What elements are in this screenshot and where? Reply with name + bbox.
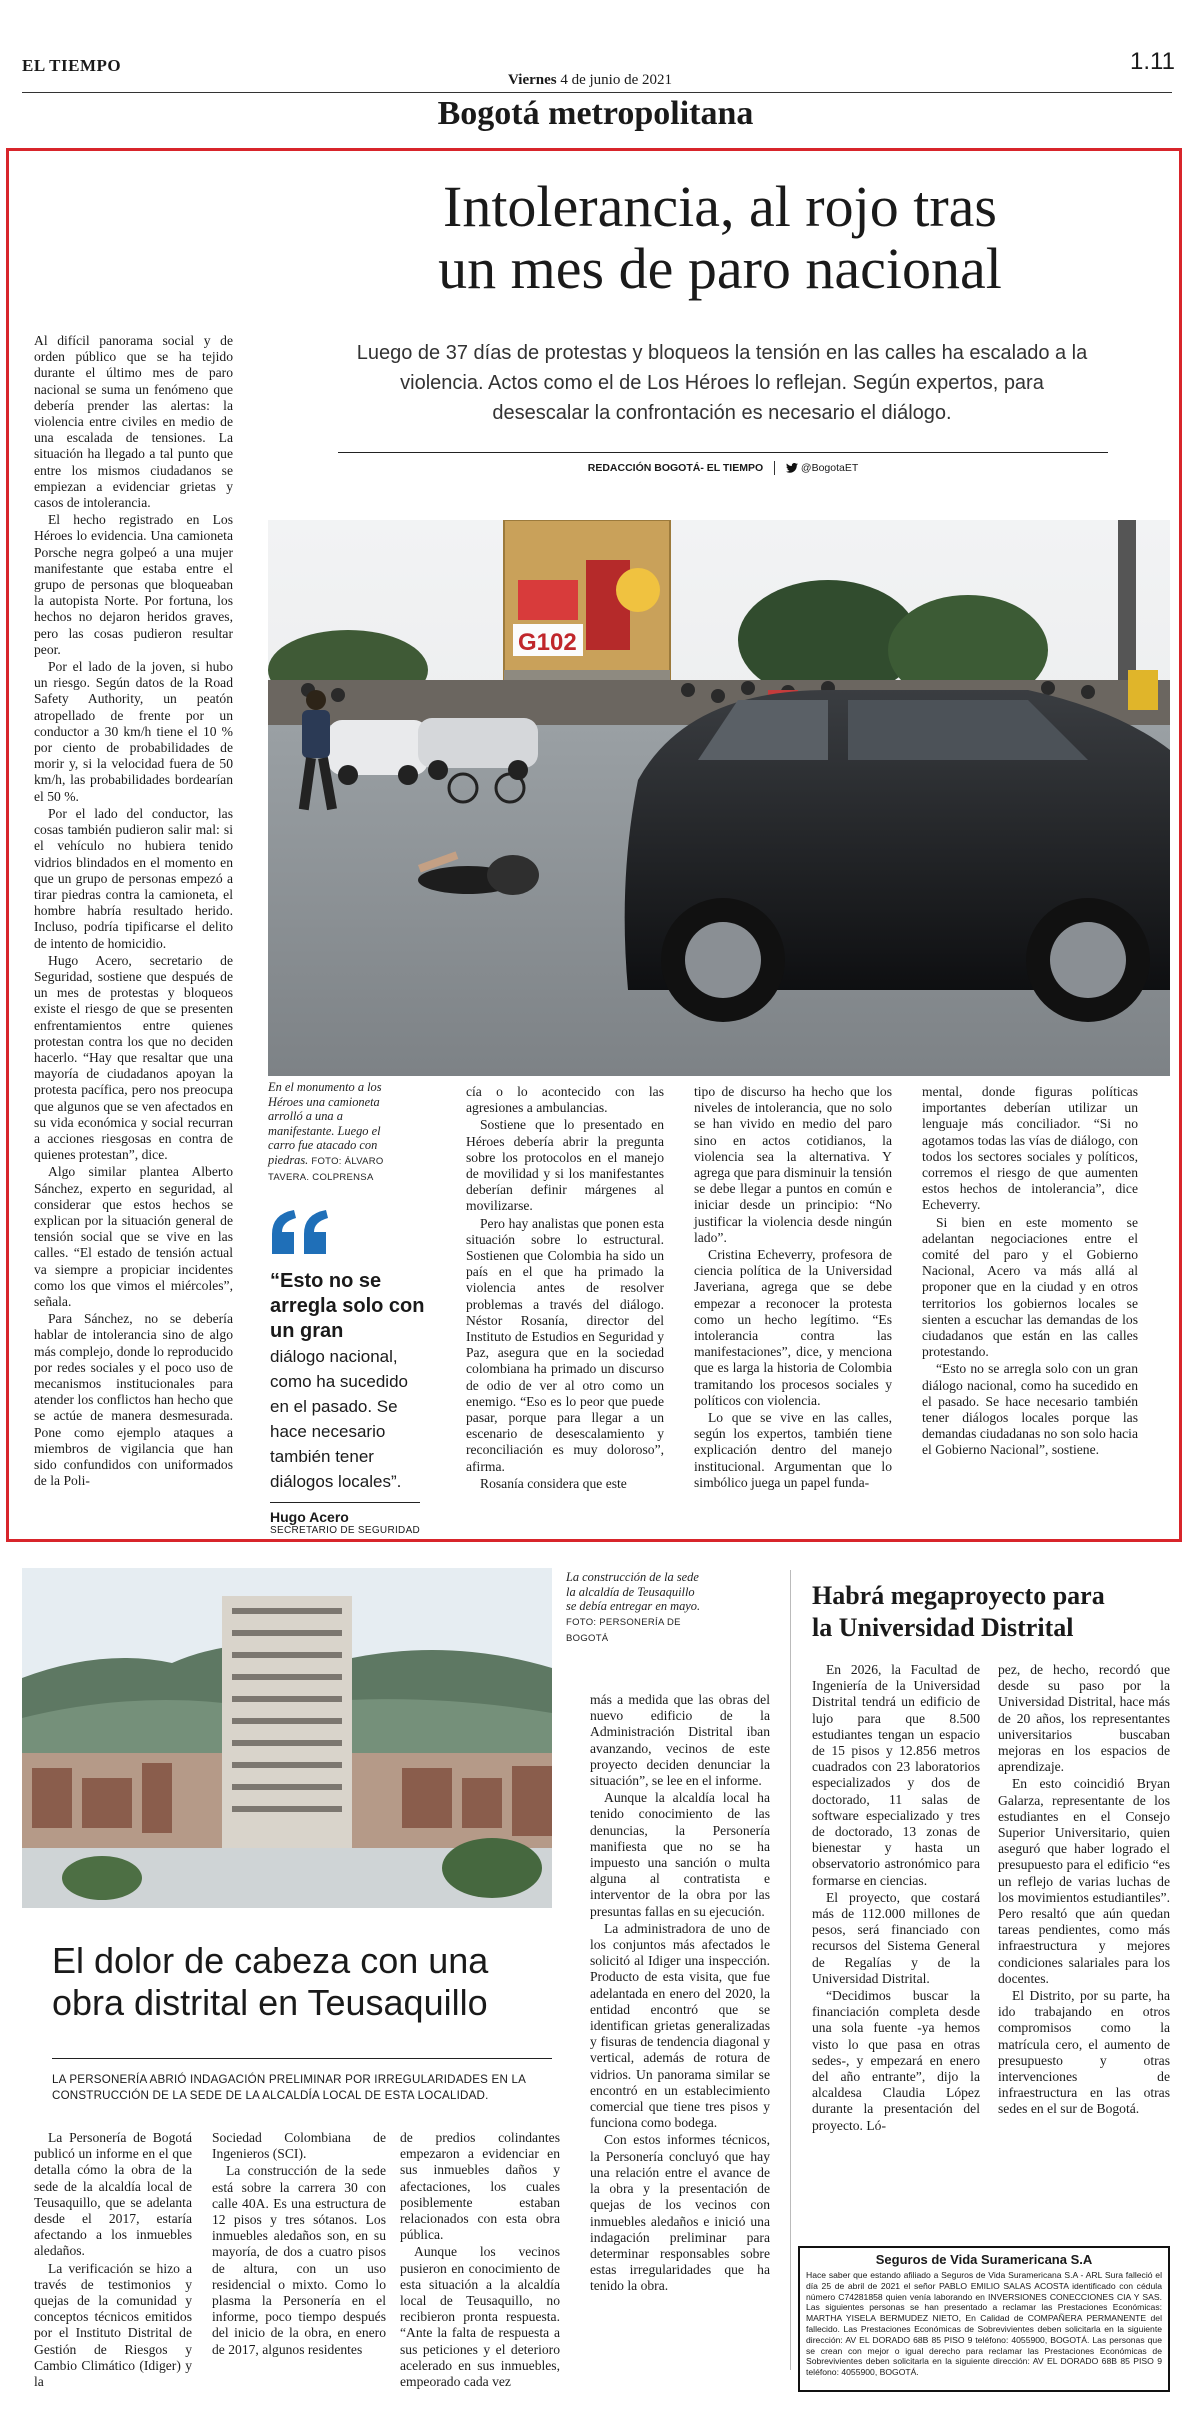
pull-quote-role: SECRETARIO DE SEGURIDAD bbox=[270, 1525, 421, 1536]
paragraph: Si bien en este momento se adelantan negociaciones entre el comité del paro y el Gobierno Nacional, Acero va más allá al proponer que en la ciudad y en otros territorios los gobiernos locales se sienten a escuchar las demandas de los ciudadanos que están en las calles protestando. bbox=[922, 1214, 1138, 1360]
twitter-handle[interactable]: @BogotaET bbox=[800, 462, 859, 474]
paragraph: El hecho registrado en Los Héroes lo evidencia. Una camioneta Porsche negra golpeó a una mujer manifestante que estaba entre el grupo de personas que bloqueaban la autopista Norte. Por fortuna, los hechos no dejaron heridos graves, pero las cosas pudieron resultar peor. bbox=[34, 512, 233, 657]
teusaquillo-headline-line2: obra distrital en Teusaquillo bbox=[52, 1982, 488, 2023]
teusaquillo-photo-caption bbox=[566, 1570, 706, 1647]
main-photo-credit: FOTO: ÁLVARO TAVERA. COLPRENSA bbox=[268, 1155, 384, 1183]
teusaquillo-kicker-rule bbox=[52, 2058, 552, 2059]
date-day: Viernes bbox=[508, 72, 557, 88]
paragraph: Para Sánchez, no se debería hablar de intolerancia sino de algo más complejo, donde lo reproducido por redes sociales y el poco uso de mecanismos institucionales para atender los conflictos han hecho que se actúe de manera desmesurada. Pone como ejemplo ataques a miembros de vigilancia que han sido confundidos con uniformados de la Poli- bbox=[34, 1311, 233, 1489]
byline-rule-top bbox=[338, 452, 1108, 453]
pull-quote-name: Hugo Acero bbox=[270, 1509, 349, 1525]
main-headline-line2: un mes de paro nacional bbox=[438, 236, 1002, 301]
paragraph: Lo que se vive en las calles, según los expertos, también tiene explicación dentro del manejo institucional. Argumentan que lo simbólico juega un papel funda- bbox=[694, 1410, 892, 1490]
date-line bbox=[508, 72, 672, 89]
university-headline-line1: Habrá megaproyecto para bbox=[812, 1581, 1105, 1610]
legal-notice bbox=[798, 2246, 1170, 2392]
main-col-4 bbox=[694, 1084, 892, 1492]
main-col-5 bbox=[922, 1084, 1138, 1460]
article3-divider bbox=[790, 1570, 791, 2370]
paragraph: tipo de discurso ha hecho que los niveles de intolerancia, que no solo se han vivido en medio del paro sino en actos cotidianos, la violencia sea la alternativa. Y agrega que para disminuir la tensión se debe llegar a puntos en común e iniciar desde un principio: “No justificar la violencia desde ningún lado”. bbox=[694, 1084, 892, 1245]
main-col-3 bbox=[466, 1084, 664, 1493]
paragraph: Al difícil panorama social y de orden público que se ha tejido durante el último mes de paro nacional se suma un fenómeno que debería prender las alertas: la violencia entre civiles en medio de una escalada de tensiones. La situación ha llegado a tal punto que entre los mismos ciudadanos se empiezan a evidenciar grietas y casos de intolerancia. bbox=[34, 333, 233, 511]
twitter-icon[interactable] bbox=[786, 462, 798, 474]
paragraph: La construcción de la sede está sobre la carrera 30 con calle 40A. Es una estructura de 12 pisos y tres sótanos. Los inmuebles aledaños son, en su mayoría, de dos a cuatro pisos de altura, con un uso residencial o mixto. Como lo plasma la Personería en el informe, poco tiempo después del inicio de la obra, en enero de 2017, algunos residentes bbox=[212, 2163, 386, 2357]
paragraph: Aunque los vecinos pusieron en conocimiento de esta situación a la alcaldía local de Teusaquillo, no recibieron pronta respuesta. “Ante la falta de respuesta a sus peticiones y el deterioro acelerado en sus inmuebles, empeorado cada vez bbox=[400, 2244, 560, 2390]
paragraph: Por el lado de la joven, si hubo un riesgo. Según datos de la Road Safety Authority, un peatón atropellado de frente por un conductor a 30 km/h tiene el 10 % por ciento de probabilidades de morir y, si la velocidad fuera de 50 km/h, las probabilidades bordearían el 50 %. bbox=[34, 659, 233, 804]
paragraph: Sociedad Colombiana de Ingenieros (SCI). bbox=[212, 2130, 386, 2162]
paragraph: La verificación se hizo a través de testimonios y quejas de la comunidad y conceptos técnicos emitidos por el Instituto Distrital de Gestión de Riesgos y Cambio Climático (Idiger) y la bbox=[34, 2260, 192, 2390]
paragraph: La administradora de uno de los conjuntos más afectados le solicitó al Idiger una inspección. Producto de esta visita, que fue adelantada en enero del 2020, la entidad encontró que se identifican grietas generalizadas y fisuras de tendencia diagonal y vertical, además de rotura de vidrios. Un panorama similar se encontró en un establecimiento comercial que tiene tres pisos y funciona como bodega. bbox=[590, 1920, 770, 2131]
paragraph: mental, donde figuras políticas importantes deberían utilizar un lenguaje más conciliador. “Si no agotamos todas las vías de diálogo, con todos los sectores sociales y políticos, corremos el riesgo de que aumenten estos hechos de intolerancia”, dice Echeverry. bbox=[922, 1084, 1138, 1213]
paragraph: pez, de hecho, recordó que desde su paso por la Universidad Distrital, hace más de 20 años, los representantes universitarios buscaban mejoras en los espacios de aprendizaje. bbox=[998, 1662, 1170, 1775]
paragraph: Por el lado del conductor, las cosas también pudieron salir mal: si el vehículo no hubiera tenido vidrios blindados en el momento en que un grupo de personas empezó a tirar piedras contra la camioneta, el hombre habría resultado herido. Incluso, podría tipificarse el delito de intento de homicidio. bbox=[34, 805, 233, 951]
brand-logo: EL TIEMPO bbox=[22, 56, 122, 75]
teusaquillo-photo bbox=[22, 1568, 552, 1908]
main-lede: Luego de 37 días de protestas y bloqueos la tensión en las calles ha escalado a la violencia. Actos como el de Los Héroes lo reflejan. Según expertos, para desescalar la confrontación es necesario el diálogo. bbox=[356, 342, 1088, 424]
paragraph: El Distrito, por su parte, ha ido trabajando en otros compromisos como la matrícula cero, el aumento de presupuesto y otras intervenciones de infraestructura en las otras sedes en el sur de Bogotá. bbox=[998, 1988, 1170, 2117]
graffiti-text: G102 bbox=[518, 629, 577, 656]
paragraph: Aunque la alcaldía local ha tenido conocimiento de las denuncias, la Personería manifiesta que no se ha impuesto una sanción o multa alguna al contratista e interventor de la obra por las presuntas fallas en su ejecución. bbox=[590, 1790, 770, 1919]
university-headline-line2: la Universidad Distrital bbox=[812, 1613, 1074, 1642]
paragraph: “Decidimos buscar la financiación completa desde una sola fuente -ya hemos visto lo que pasa en otras sedes-, y empezará en enero del año entrante”, dijo la alcaldesa Claudia López durante la presentación del proyecto. Ló- bbox=[812, 1988, 980, 2133]
date-rest: 4 de junio de 2021 bbox=[560, 72, 673, 88]
teusaquillo-col-4 bbox=[590, 1692, 770, 2296]
paragraph: En 2026, la Facultad de Ingeniería de la Universidad Distrital tendrá un edificio de lujo para que 8.500 estudiantes tengan un espacio de 15 pisos y 12.856 metros cuadrados con 23 laboratorios especializados y dos de doctorado, 11 salas de software especializado y tres de doctorado, 13 zonas de bienestar y hasta un observatorio astronómico para formarse en ciencias. bbox=[812, 1662, 980, 1888]
quote-mark-icon bbox=[270, 1210, 330, 1254]
paragraph: Sostiene que lo presentado en Héroes debería abrir la pregunta sobre los protocolos en el manejo de movilidad y si los manifestantes deberían definir márgenes al movilizarse. bbox=[466, 1117, 664, 1214]
university-headline bbox=[812, 1580, 1182, 1644]
paragraph: Pero hay analistas que ponen esta situación sobre lo estructural. Sostienen que Colombia ha sido un país en el que ha primado la violencia antes de resolver problemas a través del diálogo. Néstor Rosanía, director del Instituto de Estudios en Seguridad y Paz, asegura que en la sociedad colombiana ha primado un discurso de odio de ver al otro como un enemigo. “Eso es lo peor que puede pasar, porque para llegar a un escenario de desescalamiento y reconciliación es muy doloroso”, afirma. bbox=[466, 1215, 664, 1474]
paragraph: de predios colindantes empezaron a evidenciar en sus inmuebles daños y afectaciones, los cuales posiblemente estaban relacionados con esta obra pública. bbox=[400, 2130, 560, 2243]
byline-row bbox=[338, 456, 1108, 480]
main-photo-caption bbox=[268, 1080, 408, 1186]
paragraph: Algo similar plantea Alberto Sánchez, experto en seguridad, al considerar que estos hechos se explican por la situación general de tensión social que se vive en las calles. “El estado de tensión actual va siempre a propiciar incidentes como los que vimos el miércoles”, señala. bbox=[34, 1164, 233, 1309]
paragraph: Hugo Acero, secretario de Seguridad, sostiene que después de un mes de protestas y bloqueos existe el riesgo de que se presenten enfrentamientos entre quienes protestan contra los que no deciden hacerlo. “Hay que resaltar que una mayoría de ciudadanos apoyan la protesta pacífica, pero nos preocupa que algunos que se ven afectados en su vida económica y social recurran a acciones riesgosas en contra de quienes protestan”, dice. bbox=[34, 952, 233, 1163]
paragraph: Con estos informes técnicos, la Personería concluyó que hay una relación entre el avance de la obra y la presentación de quejas de los vecinos con inmuebles aledaños e inició una indagación preliminar para determinar responsables sobre estas irregularidades que ha tenido la obra. bbox=[590, 2132, 770, 2294]
paragraph: Rosanía considera que este bbox=[480, 1475, 627, 1491]
pull-quote-rule bbox=[270, 1502, 420, 1503]
legal-notice-title: Seguros de Vida Suramericana S.A bbox=[875, 2252, 1093, 2267]
pull-quote-text: diálogo nacional, como ha sucedido en el pasado. Se hace necesario también tener diálogos locales”. bbox=[270, 1347, 408, 1491]
paragraph: Cristina Echeverry, profesora de ciencia política de la Universidad Javeriana, agrega que se debe empezar a reconocer la protesta como un hecho legítimo. “Es intolerancia contra las manifestaciones”, dice, y menciona que es larga la historia de Colombia tramitando los procesos sociales y políticos con violencia. bbox=[694, 1247, 892, 1408]
teusaquillo-col-2 bbox=[212, 2130, 386, 2359]
pull-quote-bold: “Esto no se arregla solo con un gran bbox=[270, 1270, 425, 1342]
protest-photo-art bbox=[268, 520, 1170, 1076]
main-headline bbox=[270, 176, 1170, 300]
main-col-1 bbox=[34, 333, 233, 1490]
teusaquillo-headline-line1: El dolor de cabeza con una bbox=[52, 1940, 489, 1981]
paragraph: más a medida que las obras del nuevo edificio de la Administración Distrital iban avanzando, vecinos de este proyecto deciden denunciar la situación”, se lee en el informe. bbox=[590, 1692, 770, 1789]
legal-notice-text: Hace saber que estando afiliado a Seguros de Vida Suramericana S.A - ARL Sura falleció el día 25 de abril de 2021 el señor PABLO EMILIO SALAS ACOSTA identificado con cédula número C74281858 quien venía laborando en INVERSIONES CONECCIONES CIA Y SAS. Las siguientes personas se han presentado a reclamar las Prestaciones Económicas: MARTHA YISELA BERMUDEZ NIETO, En Calidad de COMPAÑERA PERMANENTE del fallecido. Las Prestaciones Económicas de Sobrevivientes deben solicitarla en la siguiente dirección: AV EL DORADO 68B 85 PISO 9 teléfono: 4055900, BOGOTÁ. Las personas que se crean con mejor o igual derecho para reclamar las Prestaciones Económicas de Sobrevivientes deben solicitarla en la siguiente dirección: AV EL DORADO 68B 85 PISO 9 teléfono: 4055900, BOGOTÁ. bbox=[806, 2270, 1162, 2378]
paragraph: “Esto no se arregla solo con un gran diálogo nacional, como ha sucedido en el pasado. Se hace necesario también tener diálogos locales porque las demandas ciudadanas no son solo hacia el Gobierno Nacional”, sostiene. bbox=[922, 1361, 1138, 1458]
paragraph: cía o lo acontecido con las agresiones a ambulancias. bbox=[466, 1084, 664, 1116]
teusaquillo-photo-art bbox=[22, 1568, 552, 1908]
main-photo-caption-text: En el monumento a los Héroes una camioneta arrolló a una a manifestante. Luego el carro fue atacado con piedras. bbox=[268, 1080, 382, 1167]
teusaquillo-col-3 bbox=[400, 2130, 560, 2391]
main-headline-line1: Intolerancia, al rojo tras bbox=[443, 174, 997, 239]
teusaquillo-headline bbox=[52, 1940, 572, 2024]
byline: REDACCIÓN BOGOTÁ- EL TIEMPO bbox=[587, 462, 764, 474]
page-number: 1.11 bbox=[1130, 48, 1175, 75]
teusaquillo-photo-credit: FOTO: PERSONERÍA DE BOGOTÁ bbox=[566, 1616, 681, 1644]
university-col-1 bbox=[812, 1662, 980, 2135]
paragraph: El proyecto, que costará más de 112.000 millones de pesos, será financiado con recursos del Sistema General de Regalías y de la Universidad Distrital. bbox=[812, 1889, 980, 1986]
paragraph: La Personería de Bogotá publicó un informe en el que detalla cómo la obra de la sede de la alcaldía local de Teusaquillo, que se adelanta desde el 2017, estaría afectando a los inmuebles aledaños. bbox=[34, 2130, 192, 2259]
university-col-2 bbox=[998, 1662, 1170, 2119]
teusaquillo-caption-text: La construcción de la sede la alcaldía de Teusaquillo se debía entregar en mayo. bbox=[566, 1570, 701, 1613]
protest-photo bbox=[268, 520, 1170, 1076]
teusaquillo-kicker: LA PERSONERÍA ABRIÓ INDAGACIÓN PRELIMINAR POR IRREGULARIDADES EN LA CONSTRUCCIÓN DE LA SEDE DE LA ALCALDÍA LOCAL DE ESTA LOCALIDAD. bbox=[52, 2073, 526, 2102]
teusaquillo-col-1 bbox=[34, 2130, 192, 2391]
pull-quote bbox=[270, 1210, 430, 1536]
section-title: Bogotá metropolitana bbox=[437, 95, 754, 132]
paragraph: En esto coincidió Bryan Galarza, representante de los estudiantes en el Consejo Superior Universitario, quien aseguró que haber logrado el presupuesto para el edificio “es un reflejo de varias luchas de los movimientos estudiantiles”. Pero resaltó que aún quedan tareas pendientes, como más infraestructura y mejores condiciones salariales para los docentes. bbox=[998, 1776, 1170, 1986]
